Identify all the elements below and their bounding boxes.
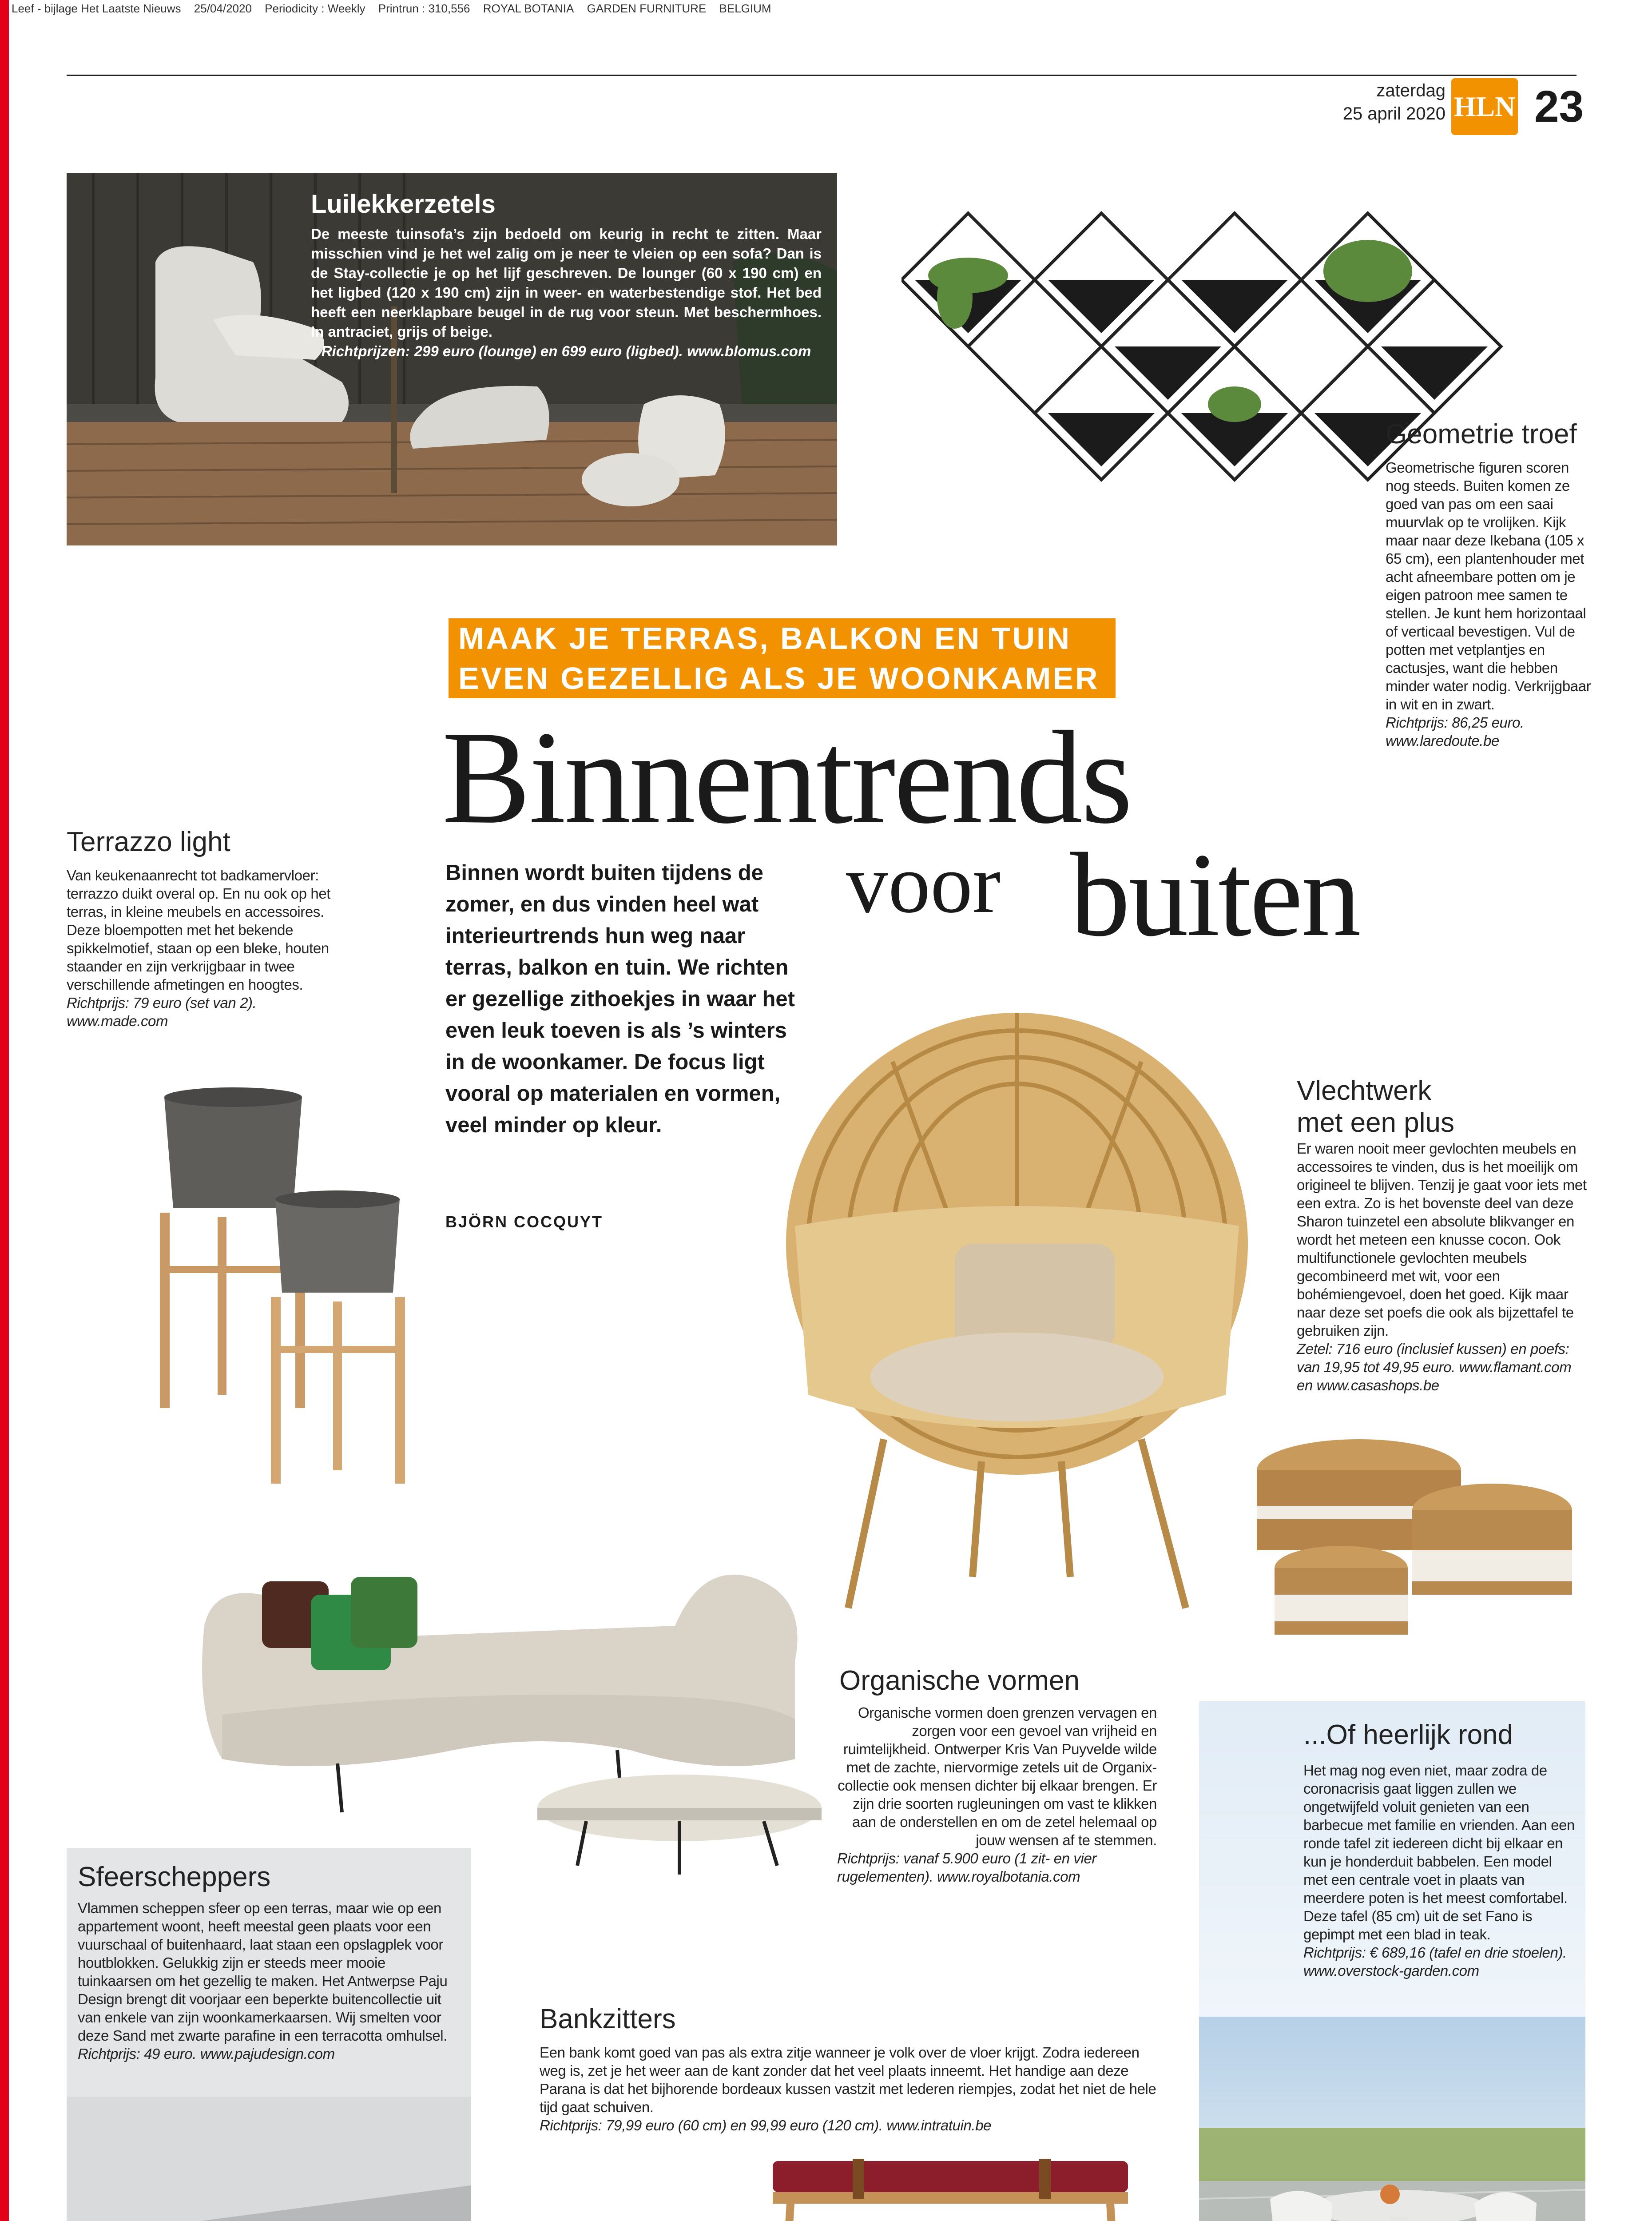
luilekker-price: Richtprijzen: 299 euro (lounge) en 699 euro (ligbed). www.blomus.com — [321, 343, 811, 359]
headline-buiten: buiten — [1070, 828, 1359, 961]
geometrie-text — [1386, 458, 1594, 750]
photo-terrazzo — [133, 1079, 444, 1493]
photo-benches — [604, 2148, 1159, 2221]
luilekker-title: Luilekkerzetels — [311, 190, 496, 219]
meta-country: BELGIUM — [719, 2, 771, 15]
terrazzo-price: Richtprijs: 79 euro (set van 2). www.made.com — [67, 995, 257, 1029]
hln-logo: HLN — [1451, 78, 1518, 135]
benches-illustration — [604, 2148, 1159, 2221]
left-red-bar — [0, 0, 9, 2221]
luilekker-text-box — [311, 189, 822, 361]
header-rule — [67, 75, 1577, 76]
sfeerscheppers-text — [78, 1899, 455, 2063]
bankzitters-text — [540, 2043, 1166, 2134]
terracotta-candles-illustration — [67, 2097, 471, 2221]
kicker-block — [449, 618, 1116, 698]
photo-candles — [67, 2097, 471, 2221]
luilekker-body: De meeste tuinsofa’s zijn bedoeld om keurig in recht te zitten. Maar misschien vind je het wel zalig om je neer te vleien op een sofa? Dan is de Stay-collectie je op het lijf geschreven. De lounger (60 x 190 cm) en het ligbed (120 x 190 cm) zijn in weer- en waterbestendige stof. Het bed heeft een neerklapbare beugel in de rug voor steun. Met beschermhoes. In antraciet, grijs of beige. — [311, 226, 822, 340]
sfeerscheppers-title: Sfeerscheppers — [78, 1862, 271, 1892]
terrazzo-pots-illustration — [133, 1079, 444, 1493]
vlechtwerk-title — [1297, 1075, 1454, 1139]
issue-date — [1314, 79, 1446, 125]
vlechtwerk-title-line-1: Vlechtwerk — [1297, 1075, 1432, 1106]
geometrie-price: Richtprijs: 86,25 euro. www.laredoute.be — [1386, 714, 1524, 749]
vlechtwerk-body: Er waren nooit meer gevlochten meubels en accessoires te vinden, dus is het moeilijk om origineel te blijven. Tenzij je gaat voor iets met een extra. Zo is het bovenste deel van deze Sharon tuinzetel een absolute blikvanger en wordt het meteen een knusse cocon. Ook multifunctionele gevlochten meubels gecombineerd met wit, voor een bohémiengevoel, doen het goed. Kijk maar naar deze set poefs die ook als bijzettafel te gebruiken zijn. — [1297, 1140, 1587, 1339]
meta-source: Leef - bijlage Het Laatste Nieuws — [12, 2, 181, 15]
heerlijkrond-text — [1303, 1761, 1579, 1980]
meta-topic: GARDEN FURNITURE — [587, 2, 707, 15]
geometrie-body: Geometrische figuren scoren nog steeds. Buiten komen ze goed van pas om een saai muurvlak op te vrolijken. Kijk maar naar deze Ikebana (105 x 65 cm), een plantenhouder met acht afneembare potten om je eigen patroon mee samen te stellen. Je kunt hem horizontaal of verticaal bevestigen. Vul de potten met vetplantjes en cactusjes, want die hebben minder water nodig. Verkrijgbaar in wit en in zwart. — [1386, 459, 1591, 712]
clipping-meta-line — [12, 2, 781, 16]
issue-day: zaterdag — [1376, 81, 1446, 100]
vlechtwerk-text — [1297, 1139, 1590, 1394]
lead-paragraph: Binnen wordt buiten tijdens de zomer, en dus vinden heel wat interieurtrends hun weg naar terras, balkon en tuin. We richten er gezellige zithoekjes in waar het even leuk toeven is als ’s winters in de woonkamer. De focus ligt vooral op materialen en vormen, veel minder op kleur. — [445, 861, 795, 1137]
bankzitters-title: Bankzitters — [540, 2004, 676, 2034]
vlechtwerk-price: Zetel: 716 euro (inclusief kussen) en poefs: van 19,95 tot 49,95 euro. www.flamant.com en www.casashops.be — [1297, 1341, 1572, 1393]
organisch-body: Organische vormen doen grenzen vervagen en zorgen voor een gevoel van vrijheid en ruimtelijkheid. Ontwerper Kris Van Puyvelde wilde met de zachte, niervormige zetels uit de Organix-collectie ook mensen dichter bij elkaar brengen. Er zijn drie soorten rugleuningen om vast te klikken aan de onderstellen en om de zetel helemaal op jouw wensen af te stemmen. — [838, 1704, 1157, 1848]
organic-sofa-illustration — [187, 1528, 888, 1883]
organisch-title: Organische vormen — [839, 1665, 1080, 1696]
photo-poufs — [1239, 1435, 1585, 1644]
sfeerscheppers-body: Vlammen scheppen sfeer op een terras, maar wie op een appartement woont, heeft meestal geen plaats voor een vuurschaal of buitenhaard, laat staan een opslagplek voor houtblokken. Gelukkig zijn er steeds meer mooie tuinkaarsen om het gezellig te maken. Het Antwerpse Paju Design brengt dit voorjaar een beperkte buitencollectie uit van enkele van zijn woonkamerkaarsen. Wij smelten voor deze Sand met zwarte parafine in een terracotta omhulsel. — [78, 1900, 448, 2044]
meta-periodicity: Periodicity : Weekly — [265, 2, 365, 15]
kicker-line-2: EVEN GEZELLIG ALS JE WOONKAMER — [449, 658, 1116, 698]
terrazzo-text — [67, 866, 355, 1030]
vlechtwerk-title-line-2: met een plus — [1297, 1107, 1454, 1138]
geometrie-title: Geometrie troef — [1386, 419, 1577, 450]
headline-line-1: Binnentrends — [442, 704, 1131, 851]
heerlijkrond-title: ...Of heerlijk rond — [1303, 1719, 1513, 1750]
bankzitters-body: Een bank komt goed van pas als extra zitje wanneer je volk over de vloer krijgt. Zodra iedereen weg is, zet je het weer aan de kant zonder dat het veel plaats inneemt. Het handige aan deze Parana is dat het bijhorende bordeaux kussen vastzit met lederen riempjes, zodat het niet de hele tijd gaat schuiven. — [540, 2044, 1156, 2115]
meta-printrun: Printrun : 310,556 — [378, 2, 470, 15]
terrazzo-title: Terrazzo light — [67, 827, 230, 857]
page-number: 23 — [1534, 82, 1584, 131]
organisch-text — [837, 1704, 1157, 1886]
meta-date: 25/04/2020 — [194, 2, 252, 15]
organisch-price: Richtprijs: vanaf 5.900 euro (1 zit- en vier rugelementen). www.royalbotania.com — [837, 1850, 1097, 1885]
sfeerscheppers-price: Richtprijs: 49 euro. www.pajudesign.com — [78, 2046, 335, 2062]
bankzitters-price: Richtprijs: 79,99 euro (60 cm) en 99,99 euro (120 cm). www.intratuin.be — [540, 2117, 992, 2133]
byline: BJÖRN COCQUYT — [445, 1213, 604, 1231]
poufs-illustration — [1239, 1435, 1585, 1644]
kicker-line-1: MAAK JE TERRAS, BALKON EN TUIN — [449, 618, 1116, 658]
photo-organic-sofa — [187, 1528, 888, 1883]
headline-voor: voor — [846, 837, 1001, 931]
meta-client: ROYAL BOTANIA — [483, 2, 574, 15]
heerlijkrond-price: Richtprijs: € 689,16 (tafel en drie stoelen). www.overstock-garden.com — [1303, 1944, 1567, 1979]
terrazzo-body: Van keukenaanrecht tot badkamervloer: terrazzo duikt overal op. En nu ook op het terras, in kleine meubels en accessoires. Deze bloempotten met het bekende spikkelmotief, staan op een bleke, houten staander en zijn verkrijgbaar in twee verschillende afmetingen en hoogtes. — [67, 867, 331, 993]
heerlijkrond-body: Het mag nog even niet, maar zodra de coronacrisis gaat liggen zullen we ongetwijfeld voluit genieten van een barbecue met familie en vrienden. Aan een ronde tafel zit iedereen dicht bij elkaar en kun je honderduit babbelen. Een model met een centrale voet in plaats van meerdere poten is het meest comfortabel. Deze tafel (85 cm) uit de set Fano is gepimpt met een blad in teak. — [1303, 1762, 1575, 1942]
issue-full-date: 25 april 2020 — [1342, 104, 1446, 123]
